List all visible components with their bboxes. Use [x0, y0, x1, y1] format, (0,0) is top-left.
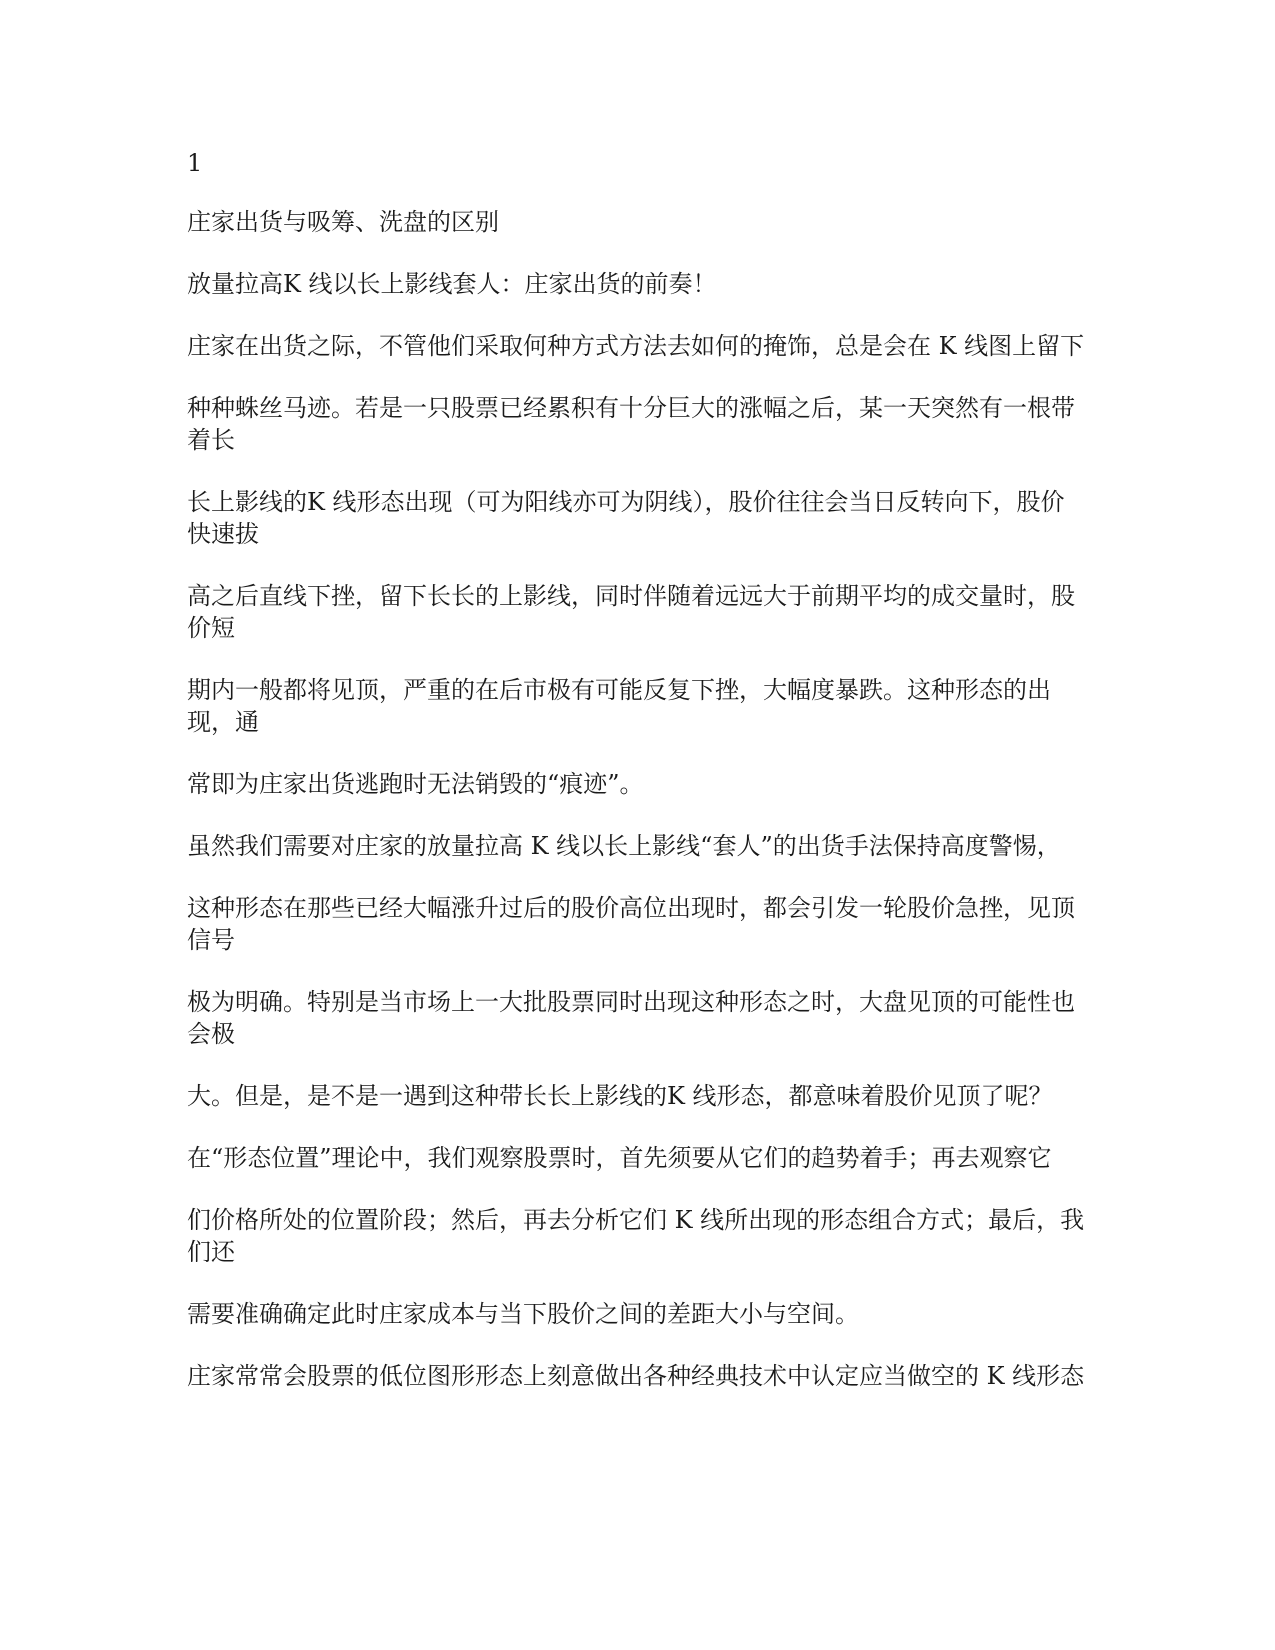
paragraph: 在“形态位置”理论中，我们观察股票时，首先须要从它们的趋势着手；再去观察它 [187, 1144, 1052, 1172]
paragraph: 需要准确确定此时庄家成本与当下股价之间的差距大小与空间。 [187, 1300, 859, 1328]
paragraph: 们价格所处的位置阶段；然后，再去分析它们 K 线所出现的形态组合方式；最后，我们还 [187, 1206, 1085, 1266]
paragraph: 种种蛛丝马迹。若是一只股票已经累积有十分巨大的涨幅之后，某一天突然有一根带着长 [187, 394, 1075, 454]
paragraph: 这种形态在那些已经大幅涨升过后的股价高位出现时，都会引发一轮股价急挫，见顶信号 [187, 894, 1075, 954]
paragraph: 庄家在出货之际，不管他们采取何种方式方法去如何的掩饰，总是会在 K 线图上留下 [187, 332, 1085, 360]
page-number: 1 [187, 149, 203, 177]
paragraph: 常即为庄家出货逃跑时无法销毁的“痕迹”。 [187, 770, 644, 798]
paragraph: 虽然我们需要对庄家的放量拉高 K 线以长上影线“套人”的出货手法保持高度警惕， [187, 832, 1061, 860]
paragraph: 期内一般都将见顶，严重的在后市极有可能反复下挫，大幅度暴跌。这种形态的出现，通 [187, 676, 1051, 736]
paragraph: 庄家常常会股票的低位图形形态上刻意做出各种经典技术中认定应当做空的 K 线形态 [187, 1362, 1085, 1390]
paragraph: 极为明确。特别是当市场上一大批股票同时出现这种形态之时，大盘见顶的可能性也会极 [187, 988, 1075, 1048]
paragraph: 高之后直线下挫，留下长长的上影线，同时伴随着远远大于前期平均的成交量时，股价短 [187, 582, 1075, 642]
paragraph: 长上影线的K 线形态出现（可为阳线亦可为阴线），股价往往会当日反转向下，股价快速拔 [187, 488, 1065, 548]
document-body [187, 206, 1087, 1422]
paragraph: 大。但是，是不是一遇到这种带长长上影线的K 线形态，都意味着股价见顶了呢？ [187, 1082, 1053, 1110]
section-title: 庄家出货与吸筹、洗盘的区别 [187, 208, 499, 236]
subheading: 放量拉高K 线以长上影线套人：庄家出货的前奏！ [187, 270, 717, 298]
